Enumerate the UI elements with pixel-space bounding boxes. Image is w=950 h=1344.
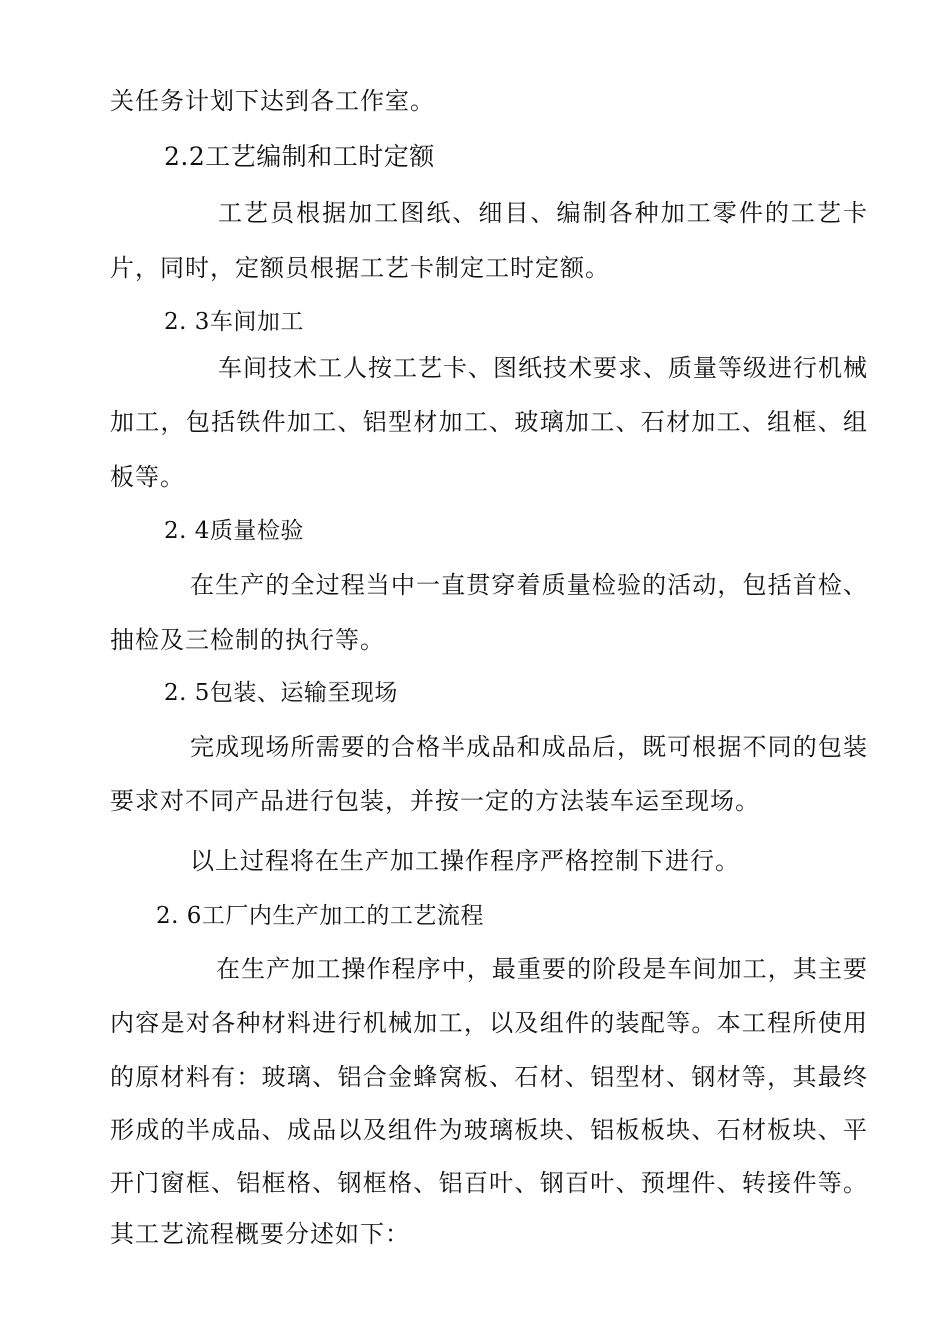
paragraph-line: 要求对不同产品进行包装，并按一定的方法装车运至现场。 [110,787,760,815]
section-heading-2-5: 2. 5包装、运输至现场 [164,680,398,706]
paragraph-line: 关任务计划下达到各工作室。 [110,87,435,115]
paragraph-line: 内容是对各种材料进行机械加工，以及组件的装配等。本工程所使用 [110,1009,867,1037]
paragraph-line: 加工，包括铁件加工、铝型材加工、玻璃加工、石材加工、组框、组 [110,408,867,436]
paragraph-line: 工艺员根据加工图纸、细目、编制各种加工零件的工艺卡 [218,199,867,227]
section-heading-2-6: 2. 6工厂内生产加工的工艺流程 [156,903,484,929]
paragraph-line: 的原材料有：玻璃、铝合金蜂窝板、石材、铝型材、钢材等，其最终 [110,1063,867,1091]
paragraph-line: 在生产加工操作程序中，最重要的阶段是车间加工，其主要 [216,955,867,983]
section-heading-2-3: 2. 3车间加工 [164,309,304,335]
paragraph-line: 开门窗框、铝框格、钢框格、铝百叶、钢百叶、预埋件、转接件等。 [110,1169,867,1197]
paragraph-line: 形成的半成品、成品以及组件为玻璃板块、铝板板块、石材板块、平 [110,1116,867,1144]
paragraph-line: 板等。 [110,463,185,491]
paragraph-line: 其工艺流程概要分述如下： [110,1220,410,1248]
paragraph-line: 车间技术工人按工艺卡、图纸技术要求、质量等级进行机械 [218,354,867,382]
section-heading-2-2: 2.2工艺编制和工时定额 [164,142,435,171]
paragraph-line: 片，同时，定额员根据工艺卡制定工时定额。 [110,254,610,282]
paragraph-line: 抽检及三检制的执行等。 [110,626,385,654]
paragraph-line: 完成现场所需要的合格半成品和成品后，既可根据不同的包装 [190,733,867,761]
section-heading-2-4: 2. 4质量检验 [164,518,304,544]
paragraph-line: 以上过程将在生产加工操作程序严格控制下进行。 [190,847,740,875]
paragraph-line: 在生产的全过程当中一直贯穿着质量检验的活动，包括首检、 [190,571,867,599]
